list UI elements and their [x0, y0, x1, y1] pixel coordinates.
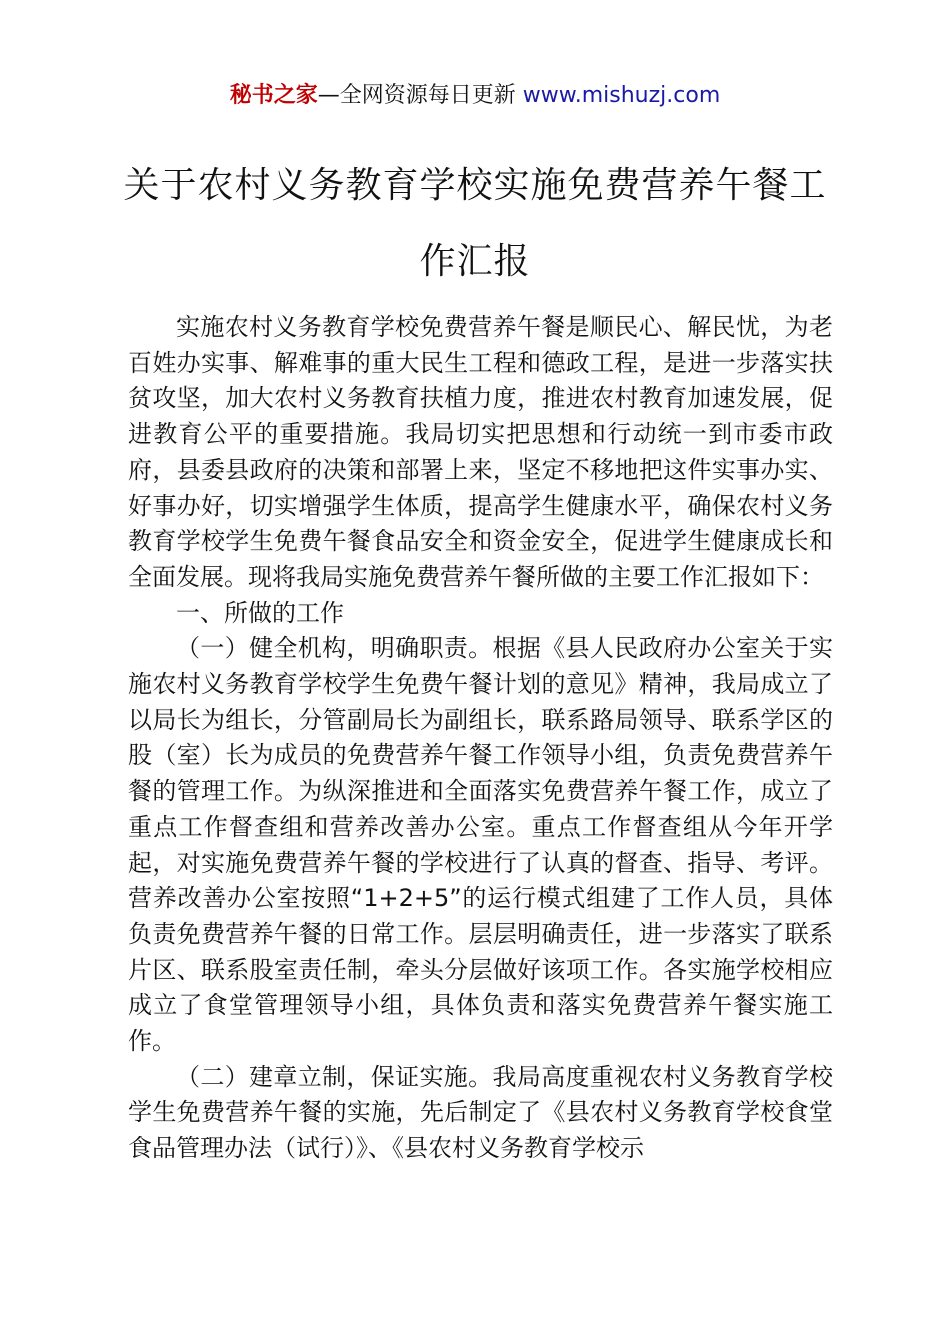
- site-url-link[interactable]: www.mishuzj.com: [522, 83, 721, 108]
- document-title: [120, 160, 830, 312]
- body-paragraph-intro: 实施农村义务教育学校免费营养午餐是顺民心、解民忧，为老百姓办实事、解难事的重大民生工程和德政工程，是进一步落实扶贫攻坚，加大农村义务教育扶植力度，推进农村教育加速发展，促进教育公平的重要措施。我局切实把思想和行动统一到市委市政府，县委县政府的决策和部署上来，坚定不移地把这件实事办实、好事办好，切实增强学生体质，提高学生健康水平，确保农村义务教育学校学生免费午餐食品安全和资金安全，促进学生健康成长和全面发展。现将我局实施免费营养午餐所做的主要工作汇报如下：: [128, 313, 833, 591]
- title-line-2: 作汇报: [419, 241, 531, 282]
- title-line-1: 关于农村义务教育学校实施免费营养午餐工: [123, 165, 827, 206]
- site-header: [0, 80, 950, 112]
- document-body: [128, 310, 833, 1167]
- body-paragraph-1: （一）健全机构，明确职责。根据《县人民政府办公室关于实施农村义务教育学校学生免费午餐计划的意见》精神，我局成立了以局长为组长，分管副局长为副组长，联系路局领导、联系学区的股（室）长为成员的免费营养午餐工作领导小组，负责免费营养午餐的管理工作。为纵深推进和全面落实免费营养午餐工作，成立了重点工作督查组和营养改善办公室。重点工作督查组从今年开学起，对实施免费营养午餐的学校进行了认真的督查、指导、考评。营养改善办公室按照“1+2+5”的运行模式组建了工作人员，具体负责免费营养午餐的日常工作。层层明确责任，进一步落实了联系片区、联系股室责任制，牵头分层做好该项工作。各实施学校相应成立了食堂管理领导小组，具体负责和落实免费营养午餐实施工作。: [128, 634, 833, 1056]
- body-paragraph-2: （二）建章立制，保证实施。我局高度重视农村义务教育学校学生免费营养午餐的实施，先后制定了《县农村义务教育学校食堂食品管理办法（试行）》、《县农村义务教育学校示: [128, 1062, 833, 1163]
- section-heading: 一、所做的工作: [176, 598, 344, 627]
- brand-name: 秘书之家: [229, 83, 318, 108]
- header-tagline: —全网资源每日更新: [317, 83, 523, 108]
